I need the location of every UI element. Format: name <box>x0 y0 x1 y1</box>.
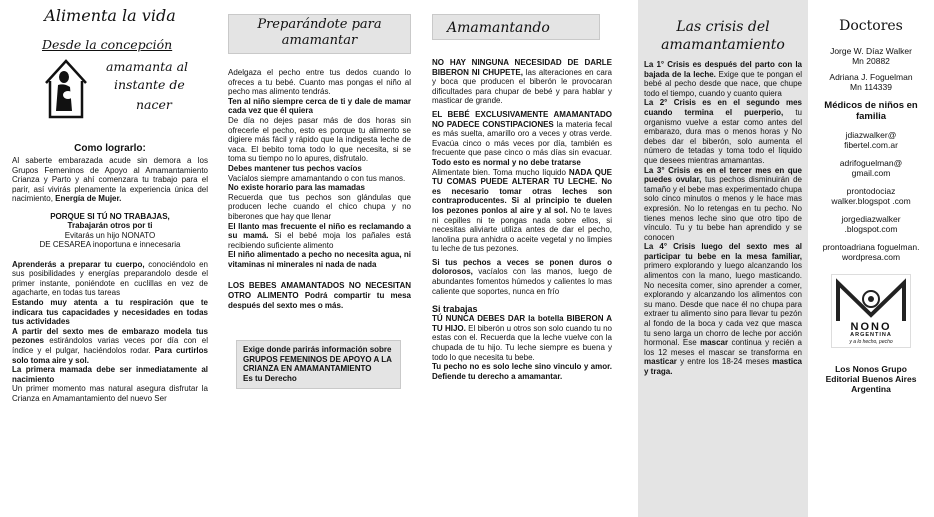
tagline-2: amamanta al <box>106 59 189 74</box>
crisis-4: La 4° Crisis luego del sexto mes al participar tu bebe en la mesa familiar, primero explorando y luego alcanzando los alimentos con la mano, luego masticando. No necesita comer, sino aprender a comer, explorando y alcanzando los alimentos con su mano. Desde que nace él no chupa para extraer tu alimento sino para llevar tu pezón al fondo de la boca y cada vez que masca tu seno larga un chorro de leche por acción hormonal. Ese mascar continua y recién a los 12 meses el mascar se transforma en masticar y entre los 18-24 meses mastica y traga. <box>644 242 802 376</box>
blog-link-2[interactable]: jorgediazwalker .blogspot.com <box>841 214 901 234</box>
doctor-1: Jorge W. Díaz Walker Mn 20882 <box>830 46 912 66</box>
doctor-2: Adriana J. Foguelman Mn 114339 <box>829 72 913 92</box>
paragraph-1: NO HAY NINGUNA NECESIDAD DE DARLE BIBERON NI CHUPETE, las alteraciones en cara y boca que producen el biberón le provocaran dificultades para chupar de bebé y para hablar y masticar de grande. <box>432 58 612 106</box>
paragraph-4: Si tus pechos a veces se ponen duros o dolorosos, vacíalos con las manos, luego de abundantes fomentos húmedos y calientes lo mas caliente que soportes, nunca en frío <box>432 257 612 296</box>
section-heading: Si trabajas <box>432 304 478 315</box>
specialty: Médicos de niños en familia <box>824 100 918 122</box>
publisher-info: Los Nonos Grupo Editorial Buenos Aires Argentina <box>825 364 917 394</box>
logo-word: NONO <box>850 321 892 333</box>
paragraph-6: El niño alimentado a pecho no necesita agua, ni vitaminas ni minerales ni nada de nada <box>228 250 411 269</box>
tagline-4: nacer <box>136 97 172 112</box>
blog-link-1[interactable]: prontodociaz walker.blogspot .com <box>831 186 911 206</box>
paragraph-body: Aprenderás a preparar tu cuerpo, conociéndolo en sus posibilidades y energías preparandolo desde el primer instante, poniéndote en cuclillas en vez de agacharte, en todas tus tareas <box>12 259 208 298</box>
column-doctores <box>822 0 920 517</box>
paragraph-first-feed: La primera mamada debe ser inmediatamente al nacimiento <box>12 365 208 384</box>
paragraph-nipples: A partir del sexto mes de embarazo modela tus pezones estirándolos varias veces por día con el índice y el pulgar, haciéndolos rodar. Para curtirlos solo toma aire y sol. <box>12 326 208 365</box>
paragraph-breathing: Estando muy atenta a tu respiración que te indicara tus capacidades y necesidades en todas tus actividades <box>12 297 208 327</box>
mother-child-house-icon <box>42 55 90 119</box>
column-header: Las crisis del amamantamiento <box>661 19 785 53</box>
paragraph-3: Debes mantener tus pechos vacíos Vacíalos siempre amamantando o con tus manos. <box>228 163 406 183</box>
crisis-3: La 3° Crisis es en el tercer mes en que puedes ovular, tus pechos disminuirán de tamaño y el bebe mas experimentado chupa solo cinco minutos o menos y le hace mas expresión. No lo retengas en tu pecho. No tienes menos leche sino que otro tipo de vínculo. Tu y tu bebe han aprendido y se conocen <box>644 165 802 242</box>
column-preparandote <box>228 0 411 517</box>
notice-block: PORQUE SI TÚ NO TRABAJAS, Trabajarán otros por ti Evitarás un hijo NONATO DE CESAREA inoportuna e innecesaria <box>39 211 181 250</box>
paragraph-5: El llanto mas frecuente el niño es reclamando a su mamá. Si el bebé moja los pañales está recibiendo suficiente alimento <box>228 221 411 250</box>
paragraph-4: No existe horario para las mamadas Recuerda que tus pechos son glándulas que producen leche cuando el chico chupa y no biberones que hay que llenar <box>228 183 411 221</box>
paragraph-1: Adelgaza el pecho entre tus dedos cuando lo ofreces a tu bebé. Cuanto mas pongas el niño al pecho mas alimento tendrás. <box>228 68 411 97</box>
crisis-1: La 1° Crisis es después del parto con la bajada de la leche. Exige que te pongan el bebé al pecho desde que nace, que chupe todo el tiempo, cuando y cuanto quiera <box>644 60 802 98</box>
paragraph-5: TÚ NUNCA DEBES DAR la botella BIBERON A TU HIJO. El biberón u otros son solo cuando tu no estas con el. Recuerda que la leche vuelve con la chupada de tu hijo. Tu leche siempre es buena y todo lo que necesita tu bebe. <box>432 314 612 362</box>
column-crisis <box>638 0 808 517</box>
nono-logo-icon <box>832 277 910 323</box>
rights-box: Exige donde parirás información sobre GRUPOS FEMENINOS DE APOYO A LA CRIANZA EN AMAMANTAMIENTO Es tu Derecho <box>236 340 401 388</box>
column-amamantando <box>432 0 612 517</box>
paragraph-2: EL BEBÉ EXCLUSIVAMENTE AMAMANTADO NO PADECE CONSTIPACIONES la materia fecal es más suelta, amarillo oro a veces y otras verde. Evacúa cinco o más veces por día, también es frecuente que pase cinco o más días sin evacuar. Todo esto es normal y no debe tratarse <box>432 109 612 167</box>
section-heading: Como lograrlo: <box>74 143 146 154</box>
paragraph-intro: Al saberte embarazada acude sin demora a los Grupos Femeninos de Apoyo al Amamantamiento Crianza y Parto y ahí comenzara tu trabajo para el parir, así vivirás plenamente la experiencia única del nacimiento, Energía de Mujer. <box>12 156 208 204</box>
column-title: Alimenta la vida <box>44 6 176 25</box>
column-header: Doctores <box>839 18 903 34</box>
crisis-2: La 2° Crisis es en el segundo mes cuando termina el puerperio, tu organismo vuelve a estar como antes del embarazo, dura mas o menos horas y No debes dar el biberón, solo aumenta el número de tetadas y toma todo el líquido que desees mientras amamantas. <box>644 98 802 165</box>
tagline-3: instante de <box>114 77 185 92</box>
paragraph-2: Ten al niño siempre cerca de ti y dale de mamar cada vez que él quiera De día no dejes pasar más de dos horas sin ofrecerle el pecho, esto es porque tu alimento se digiere más fácil y rápido que la indigesta leche de vaca. El bebito toma todo lo que necesita, si se toma su tiempo no lo apures, disfrutalo. <box>228 96 411 164</box>
blog-link-3[interactable]: prontoadriana foguelman. wordpresa.com <box>822 242 920 262</box>
publisher-logo <box>831 274 911 348</box>
logo-sub: ARGENTINA <box>850 332 892 338</box>
logo-tagline: y a lo hecho, pecho <box>849 339 893 345</box>
tagline-1: Desde la concepción <box>42 37 173 52</box>
column-header: Amamantando <box>432 14 600 40</box>
column-alimenta <box>12 0 208 517</box>
email-1[interactable]: jdiazwalker@ fibertel.com.ar <box>844 130 898 150</box>
hero-block <box>12 37 208 133</box>
email-2[interactable]: adrifoguelman@ gmail.com <box>839 158 903 178</box>
column-header: Preparándote para amamantar <box>228 14 411 54</box>
paragraph-3: Alimentate bien. Toma mucho líquido NADA QUE TU COMAS PUEDE ALTERAR TU LECHE. No es necesario tomar otras leches son contraproducentes. Si al principio te duelen los pezones ponlos al aire y al sol. No te laves ni cepilles ni te pongas nada sobre ellos, si necesitas aliviarte utiliza antes de dar el pecho, lanolina pura anhidra o aceite vegetal y no limpies tu leche de tus pezones. <box>432 167 612 254</box>
paragraph-closing: Un primer momento mas natural asegura disfrutar la Crianza en Amamantamiento del nuevo Ser <box>12 384 208 403</box>
paragraph-7: LOS BEBES AMAMANTADOS NO NECESITAN OTRO ALIMENTO Podrá compartir tu mesa después del sexto mes o más. <box>228 281 411 310</box>
paragraph-6: Tu pecho no es solo leche sino vinculo y amor. Defiende tu derecho a amamantar. <box>432 362 612 381</box>
